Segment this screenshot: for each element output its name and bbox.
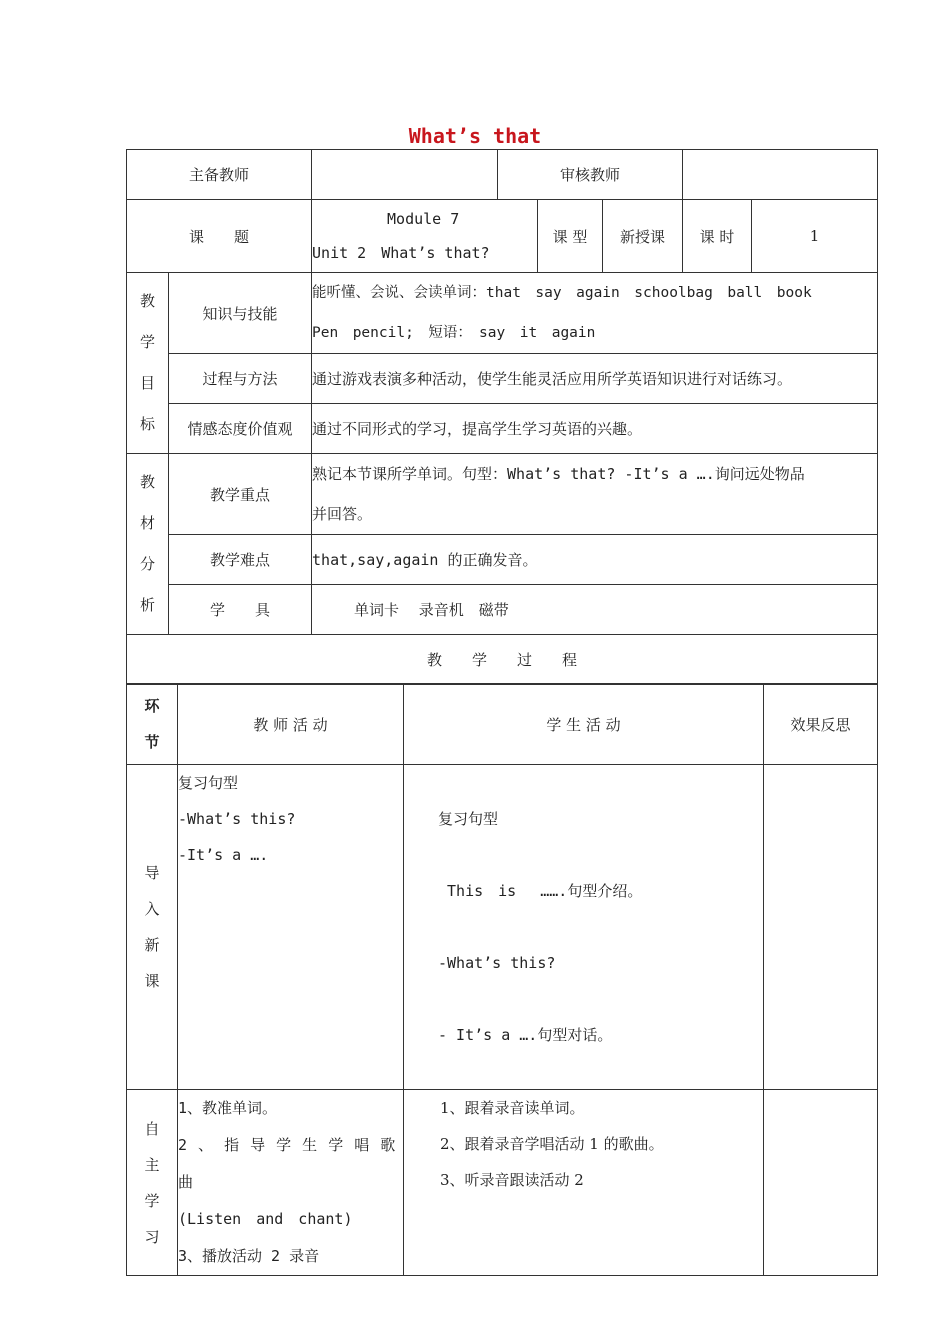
teacher-activity-self-study: 1、教准单词。 2 、 指 导 学 生 学 唱 歌 曲 (Listen and chant) 3、播放活动 2 录音 xyxy=(178,1090,404,1276)
lead-teacher-value xyxy=(312,150,498,200)
attitude-label: 情感态度价值观 xyxy=(169,404,312,454)
stage-intro: 导 入 新 课 xyxy=(127,765,178,1090)
table-row xyxy=(127,765,878,1090)
stage-self-study: 自 主 学 习 xyxy=(127,1090,178,1276)
col-reflection-header: 效果反思 xyxy=(764,684,878,765)
process-method-value: 通过游戏表演多种活动，使学生能灵活应用所学英语知识进行对话练习。 xyxy=(312,354,878,404)
process-heading: 教 学 过 程 xyxy=(127,635,878,685)
type-label: 课 型 xyxy=(538,200,603,273)
analysis-group-label: 教 材 分 析 xyxy=(127,454,169,635)
lead-teacher-label: 主备教师 xyxy=(127,150,312,200)
knowledge-label: 知识与技能 xyxy=(169,273,312,354)
topic-line1: Module 7 xyxy=(387,210,460,228)
topic-line2: Unit 2 What’s that? xyxy=(312,244,490,262)
focus-line1: 熟记本节课所学单词。句型：What’s that? -It’s a ….询问远处物品 xyxy=(312,465,805,483)
topic-label: 课 题 xyxy=(127,200,312,273)
process-table xyxy=(126,683,878,1276)
col-stage-header: 环 节 xyxy=(127,684,178,765)
col-student-header: 学 生 活 动 xyxy=(404,684,764,765)
teacher-activity-intro: 复习句型 -What’s this? -It’s a …. xyxy=(178,765,404,1090)
hours-label: 课 时 xyxy=(683,200,752,273)
goals-group-label: 教 学 目 标 xyxy=(127,273,169,454)
hours-value: 1 xyxy=(752,200,878,273)
review-teacher-value xyxy=(683,150,878,200)
difficulty-label: 教学难点 xyxy=(169,535,312,585)
difficulty-value: that,say,again 的正确发音。 xyxy=(312,535,878,585)
knowledge-line1: 能听懂、会说、会读单词：that say again schoolbag ball book xyxy=(312,285,812,301)
page-title: What’s that xyxy=(408,124,542,148)
review-teacher-label: 审核教师 xyxy=(498,150,683,200)
lesson-info-table xyxy=(126,149,878,685)
attitude-value: 通过不同形式的学习，提高学生学习英语的兴趣。 xyxy=(312,404,878,454)
type-value: 新授课 xyxy=(603,200,683,273)
focus-label: 教学重点 xyxy=(169,454,312,535)
col-teacher-header: 教 师 活 动 xyxy=(178,684,404,765)
reflection-intro xyxy=(764,765,878,1090)
student-activity-intro: 复习句型 This is …….句型介绍。 -What’s this? - It’s a ….句型对话。 xyxy=(404,765,764,1090)
focus-line2: 并回答。 xyxy=(312,505,373,523)
process-method-label: 过程与方法 xyxy=(169,354,312,404)
tools-value: 单词卡 录音机 磁带 xyxy=(312,585,878,635)
student-activity-self-study: 1、跟着录音读单词。 2、跟着录音学唱活动 1 的歌曲。 3、听录音跟读活动 2 xyxy=(404,1090,764,1276)
table-row xyxy=(127,1090,878,1276)
tools-label: 学 具 xyxy=(169,585,312,635)
knowledge-line2: Pen pencil; 短语： say it again xyxy=(312,325,596,341)
reflection-self-study xyxy=(764,1090,878,1276)
